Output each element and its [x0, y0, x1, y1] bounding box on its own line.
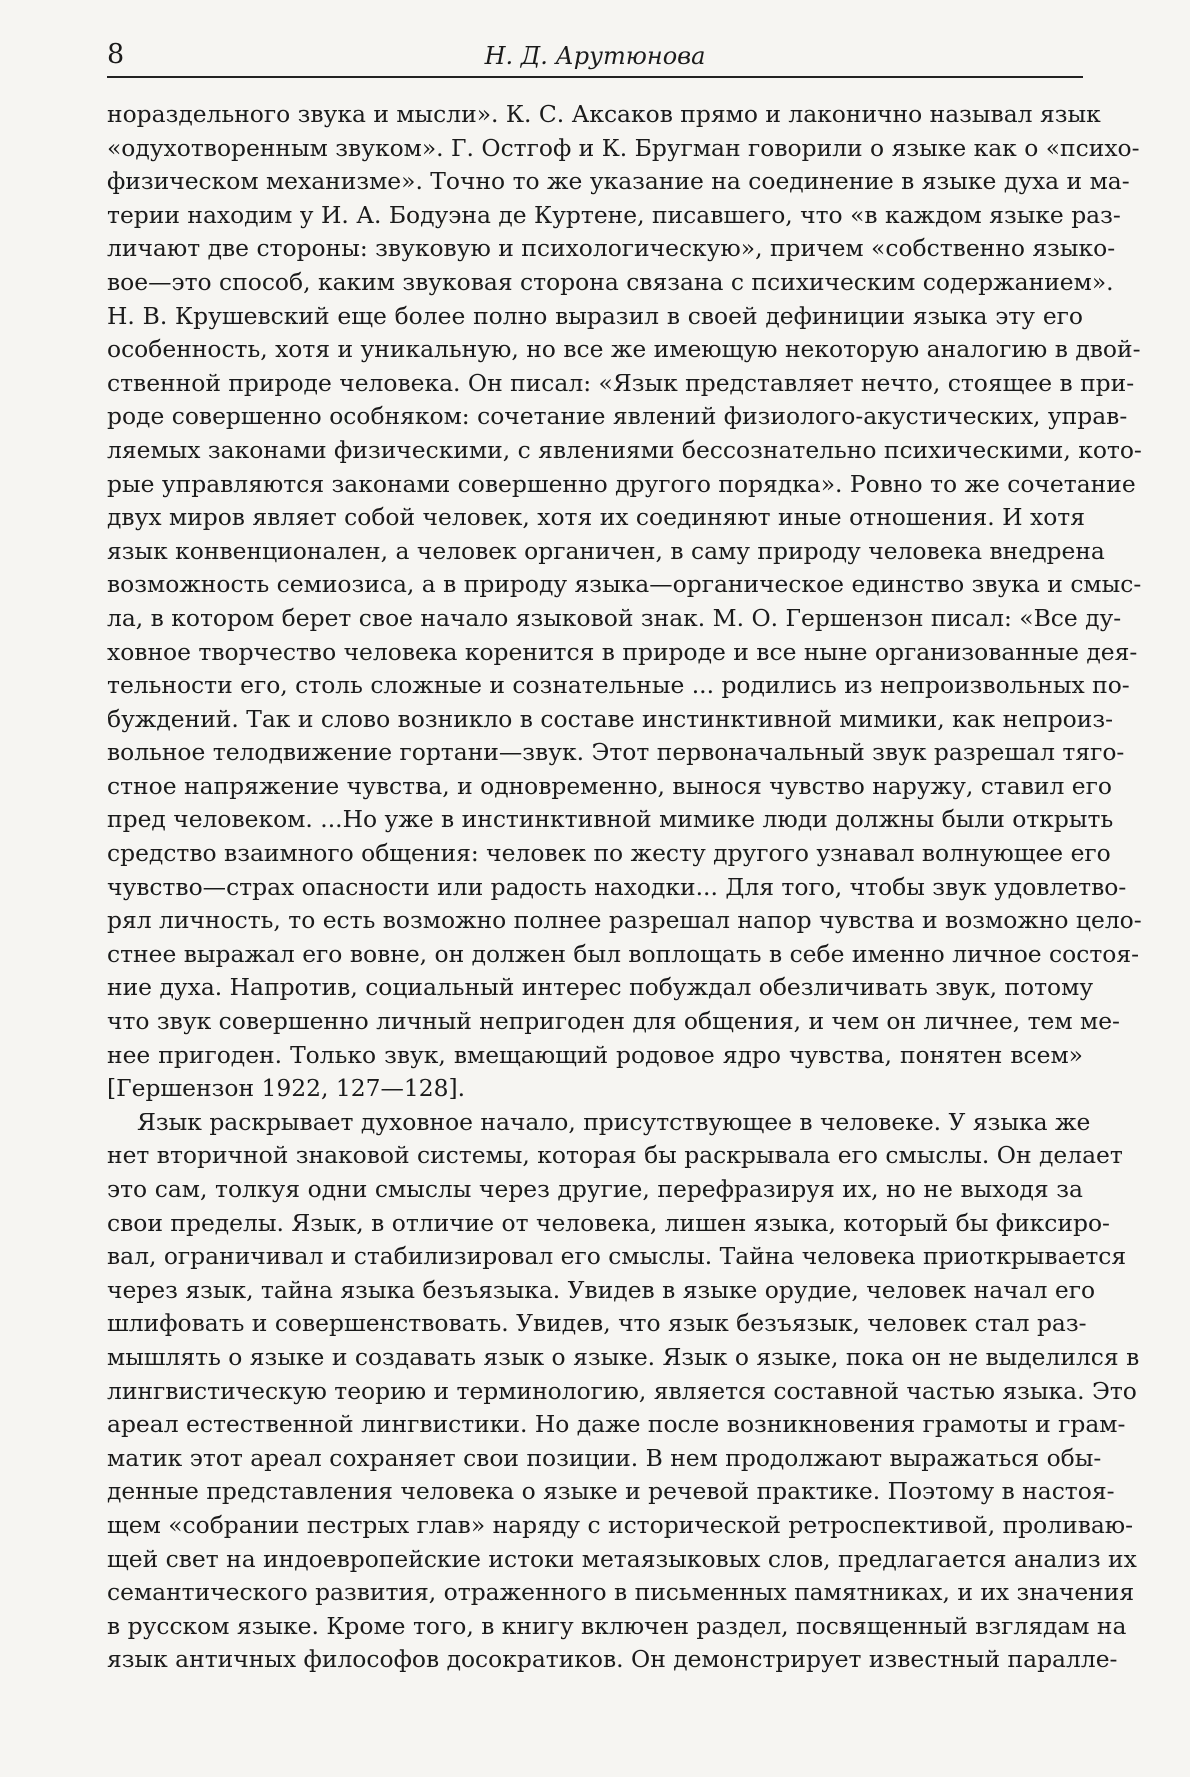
text-line: вал, ограничивал и стабилизировал его смыслы. Тайна человека приоткрывается	[107, 1242, 1127, 1271]
text-line: ственной природе человека. Он писал: «Язык представляет нечто, стоящее в при-	[107, 368, 1135, 397]
text-line: лингвистическую теорию и терминологию, является составной частью языка. Это	[107, 1376, 1137, 1405]
body-text	[107, 98, 1142, 1677]
text-line: нет вторичной знаковой системы, которая бы раскрывала его смыслы. Он делает	[107, 1141, 1123, 1170]
text-line: через язык, тайна языка безъязыка. Увидев в языке орудие, человек начал его	[107, 1275, 1096, 1304]
text-line: нораздельного звука и мысли». К. С. Аксаков прямо и лаконично называл язык	[107, 100, 1101, 128]
text-line: особенность, хотя и уникальную, но все же имеющую некоторую аналогию в двой-	[107, 335, 1141, 364]
text-line: терии находим у И. А. Бодуэна де Куртене, писавшего, что «в каждом языке раз-	[107, 200, 1121, 229]
text-line: пред человеком. ...Но уже в инстинктивной мимике люди должны были открыть	[107, 805, 1114, 834]
text-line: нее пригоден. Только звук, вмещающий родовое ядро чувства, понятен всем»	[107, 1040, 1083, 1069]
text-line: физическом механизме». Точно то же указание на соединение в языке духа и ма-	[107, 167, 1130, 196]
text-line: ареал естественной лингвистики. Но даже после возникновения грамоты и грам-	[107, 1410, 1126, 1439]
running-head-author: Н. Д. Арутюнова	[484, 42, 706, 70]
text-line-paragraph-end: [Гершензон 1922, 127—128].	[107, 1074, 466, 1103]
text-line: двух миров являет собой человек, хотя их соединяют иные отношения. И хотя	[107, 503, 1085, 532]
text-line: язык античных философов досократиков. Он демонстрирует известный паралле-	[107, 1645, 1118, 1674]
text-line: «одухотворенным звуком». Г. Остгоф и К. Бругман говорили о языке как о «психо-	[107, 133, 1140, 162]
text-line: что звук совершенно личный непригоден для общения, и чем он личнее, тем ме-	[107, 1007, 1120, 1036]
text-line: вое—это способ, каким звуковая сторона связана с психическим содержанием».	[107, 267, 1114, 296]
text-line: возможность семиозиса, а в природу языка—органическое единство звука и смыс-	[107, 570, 1142, 599]
text-line: вольное телодвижение гортани—звук. Этот первоначальный звук разрешал тяго-	[107, 738, 1125, 767]
text-line: мышлять о языке и создавать язык о языке. Язык о языке, пока он не выделился в	[107, 1342, 1140, 1371]
text-line: рые управляются законами совершенно другого порядка». Ровно то же сочетание	[107, 469, 1136, 498]
page-number: 8	[107, 39, 125, 70]
text-line: ляемых законами физическими, с явлениями бессознательно психическими, кото-	[107, 435, 1142, 464]
text-line: щей свет на индоевропейские истоки метаязыковых слов, предлагается анализ их	[107, 1544, 1137, 1573]
text-line: чувство—страх опасности или радость находки... Для того, чтобы звук удовлетво-	[107, 872, 1127, 901]
text-line: язык конвенционален, а человек органичен, в саму природу человека внедрена	[107, 536, 1105, 565]
text-line: щем «собрании пестрых глав» наряду с исторической ретроспективой, проливаю-	[107, 1510, 1134, 1539]
text-line: ние духа. Напротив, социальный интерес побуждал обезличивать звук, потому	[107, 973, 1094, 1002]
text-line: шлифовать и совершенствовать. Увидев, что язык безъязык, человек стал раз-	[107, 1309, 1087, 1338]
text-line: средство взаимного общения: человек по жесту другого узнавал волнующее его	[107, 839, 1111, 868]
text-line: буждений. Так и слово возникло в составе инстинктивной мимики, как непроиз-	[107, 704, 1114, 733]
text-line: стнее выражал его вовне, он должен был воплощать в себе именно личное состоя-	[107, 939, 1140, 968]
text-line: это сам, толкуя одни смыслы через другие, перефразируя их, но не выходя за	[107, 1175, 1083, 1203]
text-line: тельности его, столь сложные и сознательные ... родились из непроизвольных по-	[107, 671, 1130, 700]
text-line: личают две стороны: звуковую и психологическую», причем «собственно языко-	[107, 234, 1116, 263]
text-line: денные представления человека о языке и речевой практике. Поэтому в настоя-	[107, 1477, 1115, 1506]
text-line: ховное творчество человека коренится в природе и все ныне организованные дея-	[107, 637, 1138, 666]
text-line: в русском языке. Кроме того, в книгу включен раздел, посвященный взглядам на	[107, 1611, 1127, 1640]
text-line: свои пределы. Язык, в отличие от человека, лишен языка, который бы фиксиро-	[107, 1208, 1110, 1237]
page-header	[107, 36, 1083, 78]
text-line: ла, в котором берет свое начало языковой знак. М. О. Гершензон писал: «Все ду-	[107, 603, 1122, 632]
text-line: Н. В. Крушевский еще более полно выразил в своей дефиниции языка эту его	[107, 301, 1083, 330]
text-line: матик этот ареал сохраняет свои позиции. В нем продолжают выражаться обы-	[107, 1443, 1102, 1472]
text-line-paragraph-start: Язык раскрывает духовное начало, присутствующее в человеке. У языка же	[137, 1107, 1091, 1136]
text-line: роде совершенно особняком: сочетание явлений физиолого-акустических, управ-	[107, 402, 1128, 431]
text-line: рял личность, то есть возможно полнее разрешал напор чувства и возможно цело-	[107, 906, 1142, 935]
text-line: стное напряжение чувства, и одновременно, вынося чувство наружу, ставил его	[107, 771, 1112, 800]
text-line: семантического развития, отраженного в письменных памятниках, и их значения	[107, 1578, 1135, 1607]
